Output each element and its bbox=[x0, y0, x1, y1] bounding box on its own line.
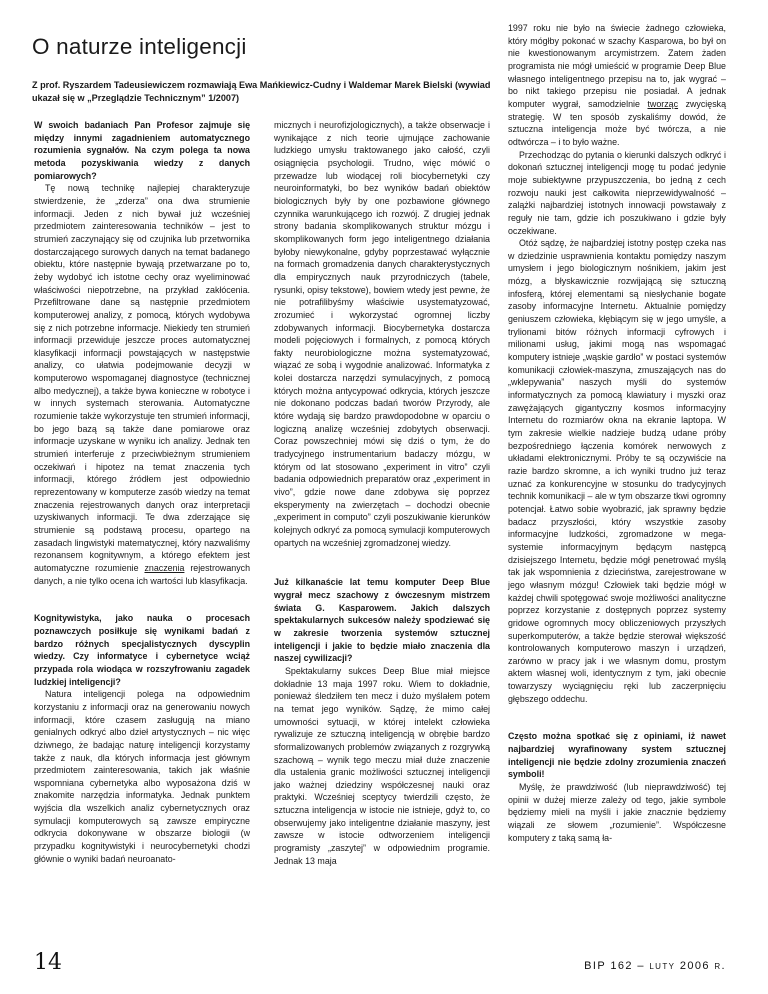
answer-4: Myślę, że prawdziwość (lub nieprawdziwość) tej opinii w dużej mierze zależy od tego, jakie symbole będziemy mieli na myśli i jakie znacznie będziemy wiązali ze słowem „rozumienie”. Współczesne komputery z taką samą ła- bbox=[508, 782, 726, 843]
question-2: Kognitywistyka, jako nauka o procesach poznawczych posiłkuje się wynikami badań z bardzo różnych specjalistycznych dyscyplin wiedzy. Czy informatyce i cybernetyce wciąż przypada rola wiodąca w rozszyfrowaniu zagadek ludzkiej inteligencji? bbox=[34, 613, 250, 687]
answer-3-cont-text-b: zwycięską strategię. W ten sposób zyskaliśmy dowód, że sztuczna inteligencja może być twórcza, a nie odtwórcza – i to było ważne. bbox=[508, 98, 727, 147]
answer-3-continued bbox=[508, 22, 726, 149]
answer-1-text-a: Tę nową technikę najlepiej charakteryzuje stwierdzenie, że „zderza” ona dwa strumienie informacji. Jeden z nich bywał już wcześniej przedmiotem zainteresowania techników – jest to strumień zaczynający się od czujnika lub przetwornika dostarczającego surowych danych na temat badanego obiektu, które następnie bywają przetwarzane po to, żeby wydobyć ich istotne cechy oraz wyeliminować właściwości niepotrzebne, na przykład zakłócenia. Przefiltrowane dane są następnie przedmiotem komputerowej analizy, z pomocą, których wydobywa się z nich potrzebne informacje. Niekiedy ten strumień informacji przewiduje jeszcze proces automatycznej klasyfikacji informacji powstających w następstwie analizy, co ułatwia podejmowanie decyzji w komputerowo wspomaganej diagnostyce (technicznej albo medycznej), a także bywa konieczne w robotyce i w innych systemach sterowania. Automatyczne rozumienie także wykorzystuje ten strumień informacji, bo jego bazą są także dane pomiarowe oraz informacje uzyskane w wyniku ich analizy. Jednak ten strumień interferuje z przeciwbieżnym strumieniem oczekiwań i hipotez na temat znaczenia tych informacji, którego źródłem jest odpowiednio reprezentowany w komputerze zasób wiedzy na temat znaczenia rejestrowanych danych oraz interpretacji uzyskiwanych informacji. Te dwa zderzające się strumienie są podstawą procesu, opartego na zasadach lingwistyki matematycznej, który nazwaliśmy rezonansem kognitywnym, a którego efektem jest automatyczne rozumienie bbox=[34, 183, 250, 573]
article-intro: Z prof. Ryszardem Tadeusiewiczem rozmawiają Ewa Mańkiewicz-Cudny i Waldemar Marek Bielski (wywiad ukazał się w „Przeglądzie Technicznym” 1/2007) bbox=[32, 80, 491, 103]
question-3: Już kilkanaście lat temu komputer Deep Blue wygrał mecz szachowy z ówczesnym mistrzem świata G. Kasparowem. Jakich dalszych spektakularnych sukcesów należy spodziewać się w zakresie tworzenia systemów sztucznej inteligencji i jakie to będzie miało znaczenia dla naszej cywilizacji? bbox=[274, 577, 490, 664]
answer-1 bbox=[34, 182, 250, 587]
question-4: Często można spotkać się z opiniami, iż nawet najbardziej wyrafinowany system sztucznej inteligencji nie będzie zdolny zrozumienia znaczeń symboli! bbox=[508, 731, 726, 780]
answer-3-paragraph-3: Otóż sądzę, że najbardziej istotny postęp czeka nas w dziedzinie usprawnienia kontaktu pomiędzy naszym umysłem i jego biologicznym nośnikiem, jakim jest mózg, a błyskawicznie rozwijającą się sztuczną infosferą, której elementami są niesłychanie bogate zasoby informacyjne Internetu. Aktualnie pomiędzy geniuszem człowieka, kłębiącym się w jego umyśle, a trylionami bitów różnych informacji cyfrowych i milionami usług, jakimi mogą nas wspomagać komputery istnieje „wąskie gardło” w postaci systemów komunikacji człowiek-maszyna, zmuszających nas do „wklepywania” naszych myśli do systemów informatycznych za pomocą klawiatury i myszki oraz zawężających gigantyczny kosmos informacyjny Internetu do rozmiarów okna na ekranie laptopa. W tym zakresie wielkie nadzieje budzą udane próby bezpośredniego łączenia komórek nerwowych z układami elektronicznymi. Próby te są oczywiście na razie bardzo skromne, a ich wyniki trudno już teraz uznać za konkurencyjne w stosunku do tradycyjnych technik komunikacji – ale w tym obszarze tkwi ogromny potencjał. Łatwo sobie wyobrazić, jak sprawny będzie badacz przyszłości, który wszystkie zasoby informacyjne ludzkości, zgromadzone w mega-systemie informacyjnym będącym następcą dzisiejszego Internetu, będzie mógł penetrować myślą tak jak wspomnienia z dzieciństwa, zarejestrowane w jego własnym mózgu! Człowiek taki będzie mógł w każdej chwili spotęgować swoje możliwości analityczne poprzez korzystanie z dostępnych poprzez systemy gridowe ogromnych mocy obliczeniowych przyszłych superkomputerów, a także będzie sterował większość kontrolowanych komputerowo maszyn i urządzeń, zarówno w pracy jak i we własnym domu, prostym aktem własnej woli, identycznym z tym, jaki obecnie towarzyszy wyciągnięciu ręki lub zaczerpnięciu głębszego oddechu. bbox=[508, 238, 726, 704]
text-column-1 bbox=[34, 119, 250, 865]
article-title: O naturze inteligencji bbox=[32, 34, 247, 59]
answer-3-paragraph-2: Przechodząc do pytania o kierunki dalszych odkryć i dokonań sztucznej inteligencji mogę tu podać jedynie moje subiektywne przypuszczenia, bo jedną z cech rozwoju nauki jest całkowita nieprzewidywalność – zalążki najbardziej istotnych innowacji powstawały z reguły nie tam, gdzie ich poszukiwano i gdzie były oczekiwane. bbox=[508, 149, 726, 236]
answer-2-continued: micznych i neurofizjologicznych), a także obserwacje i wynikające z nich teorie ujmujące zachowanie ludzkiego umysłu traktowanego jako całość, czyli osiągnięcia psychologii. Trudno, więc mówić o przewadze lub wiodącej roli biocybernetyki czy neuroinformatyki, bo bez wyników badań obiektów biologicznych były by one pozbawione głównego czynnika warunkującego ich rozwój. Z drugiej jednak strony badania skomplikowanych struktur mózgu i skomplikowanych form jego inteligentnego działania byłoby niewykonalne, gdyby poprzestawać wyłącznie na formach gromadzenia danych charakterystycznych dla empirycznych nauk przyrodniczych (tabele, rysunki, opisy tekstowe), bowiem wtedy jest pewne, że nie potrafilibyśmy właściwie usystematyzować, zrozumieć i wykorzystać ogromnej liczby zdobywanych informacji. Biocybernetyka dostarcza modeli pojęciowych i formalnych, z pomocą których fakty neurobiologiczne można systematyzować, wiązać ze sobą i wygodnie analizować. Informatyka z kolei dostarcza narzędzi symulacyjnych, z pomocą których można antycypować odkrycia, których jeszcze nie dokonano podczas badań tworów Przyrody, ale które wydają się bardzo prawdopodobne w oparciu o logiczną analizę wcześniej zdobytych obserwacji. Coraz powszechniej mówi się dziś o tym, że do tradycyjnego instrumentarium badaczy mózgu, w którym od lat stosowano „experiment in vitro” czyli badania odpowiednich preparatów oraz „experiment in vivo”, gdzie nowe dane zdobywa się poprzez eksperymenty na zwierzętach – dochodzi obecnie „experiment in computo” czyli poszukiwanie kierunków kolejnych odkryć za pomocą symulacji komputerowych opartych na wcześniej zgromadzonej wiedzy. bbox=[274, 120, 490, 548]
journal-footer: BIP 162 – luty 2006 r. bbox=[584, 960, 726, 972]
underlined-word-tworzac: tworząc bbox=[647, 98, 679, 109]
underlined-word-znaczenia: znaczenia bbox=[144, 562, 185, 573]
text-column-2 bbox=[274, 119, 490, 867]
answer-3-cont-text-a: 1997 roku nie było na świecie żadnego człowieka, który mógłby pokonać w szachy Kasparowa, bo był on nie kwestionowanym arcymistrzem. Zatem żaden programista nie mógł umieścić w programie Deep Blue własnego inteligentnego przepisu na to, jak wygrać – bo nikt takiego przepisu nie posiadał. A jednak komputer wygrał, samodzielnie bbox=[508, 23, 726, 109]
answer-3: Spektakularny sukces Deep Blue miał miejsce dokładnie 13 maja 1997 roku. Wiem to dokładnie, ponieważ śledziłem ten mecz i dużo myślałem potem na temat jego wyników. Sądzę, że mimo całej umowności sytuacji, w której intelekt człowieka rywalizuje ze sztuczną inteligencją w obrębie bardzo sformalizowanych problemów związanych z rozgrywką szachową – wynik tego meczu miał duże znaczenie dla ustalenia granic możliwości sztucznej inteligencji jako ważnej dziedziny współczesnej nauki oraz praktyki. Wcześniej sceptycy twierdzili często, że sztuczna inteligencja w istocie nie istnieje, gdyż to, co obserwujemy jako inteligentne działanie maszyny, jest zawsze w istocie odtworzeniem inteligencji programisty „zaszytej” w odpowiednim programie. Jednak 13 maja bbox=[274, 665, 490, 866]
page-number: 14 bbox=[34, 950, 62, 975]
question-1: W swoich badaniach Pan Profesor zajmuje się między innymi zagadnieniem automatycznego rozumienia sygnałów. Na czym polega ta nowa metoda pozyskiwania wiedzy z danych pomiarowych? bbox=[34, 120, 250, 181]
answer-2: Natura inteligencji polega na odpowiednim korzystaniu z informacji oraz na generowaniu nowych informacji, które czasem zasługują na miano genialnych odkryć albo dzieł artystycznych – nic więc dziwnego, że badając naturę inteligencji korzystamy także z nauk, dla których informacja jest głównym przedmiotem zainteresowania, takich jak właśnie wspomniana cybernetyka albo wyposażona dziś w znakomite narzędzia informatyka. Jednak punktem wyjścia dla wszelkich analiz cybernetycznych oraz symulacji komputerowych są zawsze empiryczne odkrycia dokonywane w obszarze biologii (w przypadku kognitywistyki i neurocybernetyki chodzi głównie o wyniki badań neuroanato- bbox=[34, 689, 250, 864]
text-column-3 bbox=[508, 22, 726, 844]
answer-1-text-b: rejestrowanych danych, a nie tylko ocena ich wartości lub klasyfikacja. bbox=[34, 562, 250, 586]
